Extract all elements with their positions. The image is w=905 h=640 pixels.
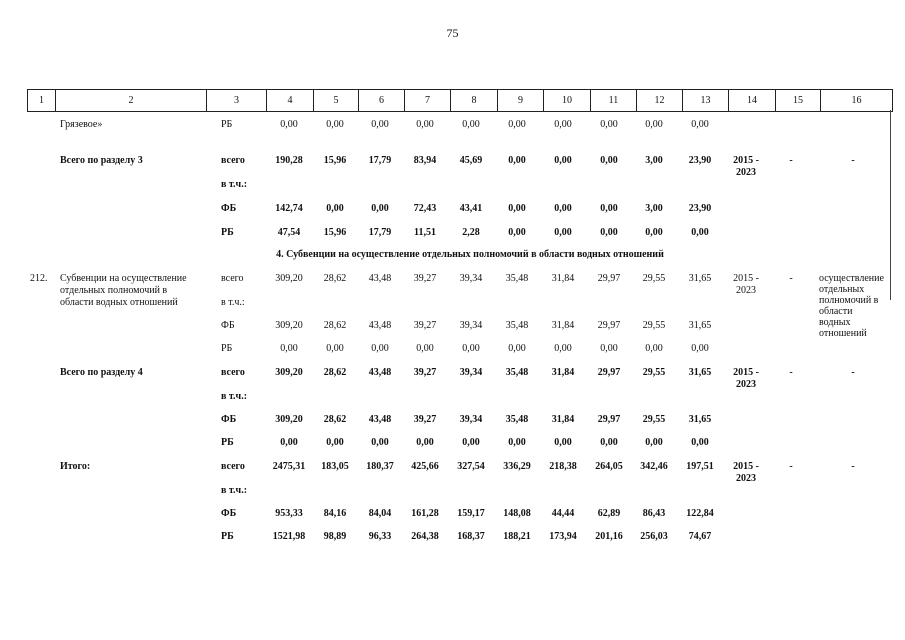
value-cell: 31,84: [551, 367, 575, 378]
value-cell: 0,00: [645, 119, 663, 130]
value-cell: 0,00: [600, 155, 618, 166]
value-cell: 31,65: [688, 320, 712, 331]
value-cell: 0,00: [600, 227, 618, 238]
value-cell: 0,00: [554, 343, 572, 354]
value-cell: 31,65: [688, 414, 712, 425]
value-cell: 43,48: [368, 320, 392, 331]
value-cell: 0,00: [371, 343, 389, 354]
row-type: РБ: [221, 227, 234, 238]
value-cell: 0,00: [691, 437, 709, 448]
value-cell: 0,00: [416, 437, 434, 448]
value-cell: 953,33: [275, 508, 303, 519]
value-cell: 17,79: [368, 227, 392, 238]
result-text: области: [819, 306, 853, 317]
result-text: осуществление: [819, 273, 884, 284]
value-cell: 2475,31: [272, 461, 306, 472]
value-cell: 98,89: [323, 531, 347, 542]
header-cell: 1: [28, 90, 56, 112]
header-cell: 11: [591, 90, 637, 112]
value-cell: 264,38: [411, 531, 439, 542]
row-type: ФБ: [221, 203, 237, 214]
value-cell: 159,17: [457, 508, 485, 519]
value-cell: 0,00: [691, 119, 709, 130]
executor-cell: -: [789, 273, 793, 284]
value-cell: 31,65: [688, 367, 712, 378]
value-cell: 0,00: [645, 437, 663, 448]
header-cell: 4: [267, 90, 314, 112]
value-cell: 43,48: [368, 414, 392, 425]
header-cell: 14: [729, 90, 776, 112]
value-cell: 336,29: [503, 461, 531, 472]
value-cell: 161,28: [411, 508, 439, 519]
value-cell: 74,67: [688, 531, 712, 542]
row-type: в т.ч.:: [221, 391, 248, 402]
value-cell: 0,00: [371, 119, 389, 130]
value-cell: 43,48: [368, 367, 392, 378]
page-number: 75: [446, 26, 459, 40]
header-cell: 16: [821, 90, 893, 112]
value-cell: 342,46: [640, 461, 668, 472]
value-cell: 0,00: [371, 203, 389, 214]
value-cell: 39,34: [459, 367, 483, 378]
row-name: Грязевое»: [60, 119, 103, 130]
value-cell: 309,20: [275, 367, 303, 378]
value-cell: 45,69: [459, 155, 483, 166]
result-text: водных: [819, 317, 851, 328]
value-cell: 0,00: [326, 119, 344, 130]
value-cell: 1521,98: [272, 531, 306, 542]
value-cell: 0,00: [280, 437, 298, 448]
value-cell: 122,84: [686, 508, 714, 519]
value-cell: 0,00: [508, 203, 526, 214]
value-cell: 23,90: [688, 203, 712, 214]
value-cell: 0,00: [462, 437, 480, 448]
value-cell: 29,55: [642, 320, 666, 331]
row-number: 212.: [30, 273, 48, 284]
value-cell: 84,04: [368, 508, 392, 519]
value-cell: 0,00: [691, 343, 709, 354]
row-type: в т.ч.:: [221, 297, 245, 308]
value-cell: 0,00: [600, 343, 618, 354]
value-cell: 0,00: [280, 119, 298, 130]
value-cell: 190,28: [275, 155, 303, 166]
value-cell: 39,34: [459, 320, 483, 331]
value-cell: 29,97: [597, 367, 621, 378]
value-cell: 17,79: [368, 155, 392, 166]
value-cell: 31,84: [551, 273, 575, 284]
period-end: 2023: [736, 167, 756, 178]
row-type: в т.ч.:: [221, 179, 248, 190]
value-cell: 0,00: [326, 437, 344, 448]
value-cell: 86,43: [642, 508, 666, 519]
value-cell: 0,00: [326, 343, 344, 354]
value-cell: 15,96: [323, 227, 347, 238]
header-cell: 13: [683, 90, 729, 112]
row-name: Всего по разделу 4: [60, 367, 143, 378]
value-cell: 39,34: [459, 273, 483, 284]
value-cell: 39,27: [413, 414, 437, 425]
value-cell: 0,00: [371, 437, 389, 448]
value-cell: 183,05: [321, 461, 349, 472]
value-cell: 39,27: [413, 320, 437, 331]
row-type: РБ: [221, 531, 234, 542]
value-cell: 0,00: [280, 343, 298, 354]
row-type: ФБ: [221, 508, 237, 519]
value-cell: 0,00: [462, 119, 480, 130]
value-cell: 29,97: [597, 320, 621, 331]
value-cell: 35,48: [505, 367, 529, 378]
value-cell: 142,74: [275, 203, 303, 214]
value-cell: 188,21: [503, 531, 531, 542]
result-cell: -: [851, 155, 855, 166]
value-cell: 256,03: [640, 531, 668, 542]
value-cell: 0,00: [326, 203, 344, 214]
value-cell: 35,48: [505, 273, 529, 284]
value-cell: 31,84: [551, 320, 575, 331]
value-cell: 62,89: [597, 508, 621, 519]
value-cell: 29,55: [642, 367, 666, 378]
right-border: [890, 110, 891, 300]
value-cell: 72,43: [413, 203, 437, 214]
value-cell: 28,62: [323, 414, 347, 425]
period-end: 2023: [736, 473, 756, 484]
value-cell: 3,00: [645, 203, 663, 214]
row-type: РБ: [221, 119, 233, 130]
row-name: области водных отношений: [60, 297, 178, 308]
row-type: РБ: [221, 343, 233, 354]
value-cell: 173,94: [549, 531, 577, 542]
value-cell: 35,48: [505, 414, 529, 425]
value-cell: 0,00: [554, 155, 572, 166]
value-cell: 39,27: [413, 273, 437, 284]
value-cell: 0,00: [600, 119, 618, 130]
value-cell: 309,20: [275, 320, 303, 331]
value-cell: 28,62: [323, 367, 347, 378]
row-name: Субвенции на осуществление: [60, 273, 187, 284]
header-cell: 12: [637, 90, 683, 112]
value-cell: 28,62: [323, 320, 347, 331]
row-name: Итого:: [60, 461, 91, 472]
header-cell: 5: [314, 90, 359, 112]
value-cell: 15,96: [323, 155, 347, 166]
row-type: всего: [221, 155, 245, 166]
value-cell: 84,16: [323, 508, 347, 519]
column-header-row: [27, 89, 893, 112]
header-cell: 8: [451, 90, 498, 112]
value-cell: 96,33: [368, 531, 392, 542]
row-name: отдельных полномочий в: [60, 285, 168, 296]
value-cell: 35,48: [505, 320, 529, 331]
value-cell: 0,00: [554, 437, 572, 448]
value-cell: 31,65: [688, 273, 712, 284]
row-type: всего: [221, 273, 244, 284]
period-end: 2023: [736, 285, 756, 296]
row-name: Всего по разделу 3: [60, 155, 143, 166]
value-cell: 0,00: [416, 343, 434, 354]
value-cell: 0,00: [645, 343, 663, 354]
value-cell: 425,66: [411, 461, 439, 472]
value-cell: 2,28: [462, 227, 480, 238]
value-cell: 44,44: [551, 508, 575, 519]
value-cell: 0,00: [416, 119, 434, 130]
value-cell: 0,00: [508, 227, 526, 238]
value-cell: 0,00: [600, 437, 618, 448]
row-type: ФБ: [221, 320, 235, 331]
header-cell: 15: [776, 90, 821, 112]
value-cell: 309,20: [275, 273, 303, 284]
value-cell: 0,00: [600, 203, 618, 214]
value-cell: 0,00: [554, 227, 572, 238]
row-type: всего: [221, 461, 245, 472]
row-type: в т.ч.:: [221, 485, 248, 496]
period-start: 2015 -: [733, 273, 759, 284]
result-text: полномочий в: [819, 295, 879, 306]
period-start: 2015 -: [733, 367, 759, 378]
value-cell: 39,34: [459, 414, 483, 425]
header-cell: 7: [405, 90, 451, 112]
row-type: всего: [221, 367, 245, 378]
header-cell: 9: [498, 90, 544, 112]
value-cell: 148,08: [503, 508, 531, 519]
value-cell: 43,41: [459, 203, 483, 214]
row-type: ФБ: [221, 414, 237, 425]
value-cell: 29,97: [597, 273, 621, 284]
value-cell: 0,00: [508, 343, 526, 354]
header-cell: 6: [359, 90, 405, 112]
value-cell: 29,55: [642, 273, 666, 284]
value-cell: 197,51: [686, 461, 714, 472]
value-cell: 43,48: [368, 273, 392, 284]
result-cell: -: [851, 461, 855, 472]
value-cell: 3,00: [645, 155, 663, 166]
value-cell: 0,00: [462, 343, 480, 354]
value-cell: 309,20: [275, 414, 303, 425]
value-cell: 0,00: [508, 437, 526, 448]
value-cell: 0,00: [645, 227, 663, 238]
value-cell: 29,97: [597, 414, 621, 425]
period-start: 2015 -: [733, 461, 759, 472]
section-title: 4. Субвенции на осуществление отдельных полномочий в области водных отношений: [276, 249, 664, 260]
result-text: отношений: [819, 328, 867, 339]
value-cell: 23,90: [688, 155, 712, 166]
executor-cell: -: [789, 367, 793, 378]
value-cell: 29,55: [642, 414, 666, 425]
period-start: 2015 -: [733, 155, 759, 166]
executor-cell: -: [789, 155, 793, 166]
value-cell: 201,16: [595, 531, 623, 542]
value-cell: 28,62: [323, 273, 347, 284]
value-cell: 180,37: [366, 461, 394, 472]
value-cell: 39,27: [413, 367, 437, 378]
value-cell: 264,05: [595, 461, 623, 472]
value-cell: 327,54: [457, 461, 485, 472]
period-end: 2023: [736, 379, 756, 390]
result-cell: -: [851, 367, 855, 378]
value-cell: 31,84: [551, 414, 575, 425]
value-cell: 218,38: [549, 461, 577, 472]
value-cell: 168,37: [457, 531, 485, 542]
value-cell: 11,51: [414, 227, 436, 238]
executor-cell: -: [789, 461, 793, 472]
header-cell: 3: [207, 90, 267, 112]
value-cell: 0,00: [508, 119, 526, 130]
value-cell: 0,00: [508, 155, 526, 166]
value-cell: 0,00: [554, 119, 572, 130]
result-text: отдельных: [819, 284, 865, 295]
row-type: РБ: [221, 437, 234, 448]
value-cell: 0,00: [554, 203, 572, 214]
header-cell: 2: [56, 90, 207, 112]
value-cell: 83,94: [413, 155, 437, 166]
value-cell: 0,00: [691, 227, 709, 238]
header-cell: 10: [544, 90, 591, 112]
value-cell: 47,54: [277, 227, 301, 238]
